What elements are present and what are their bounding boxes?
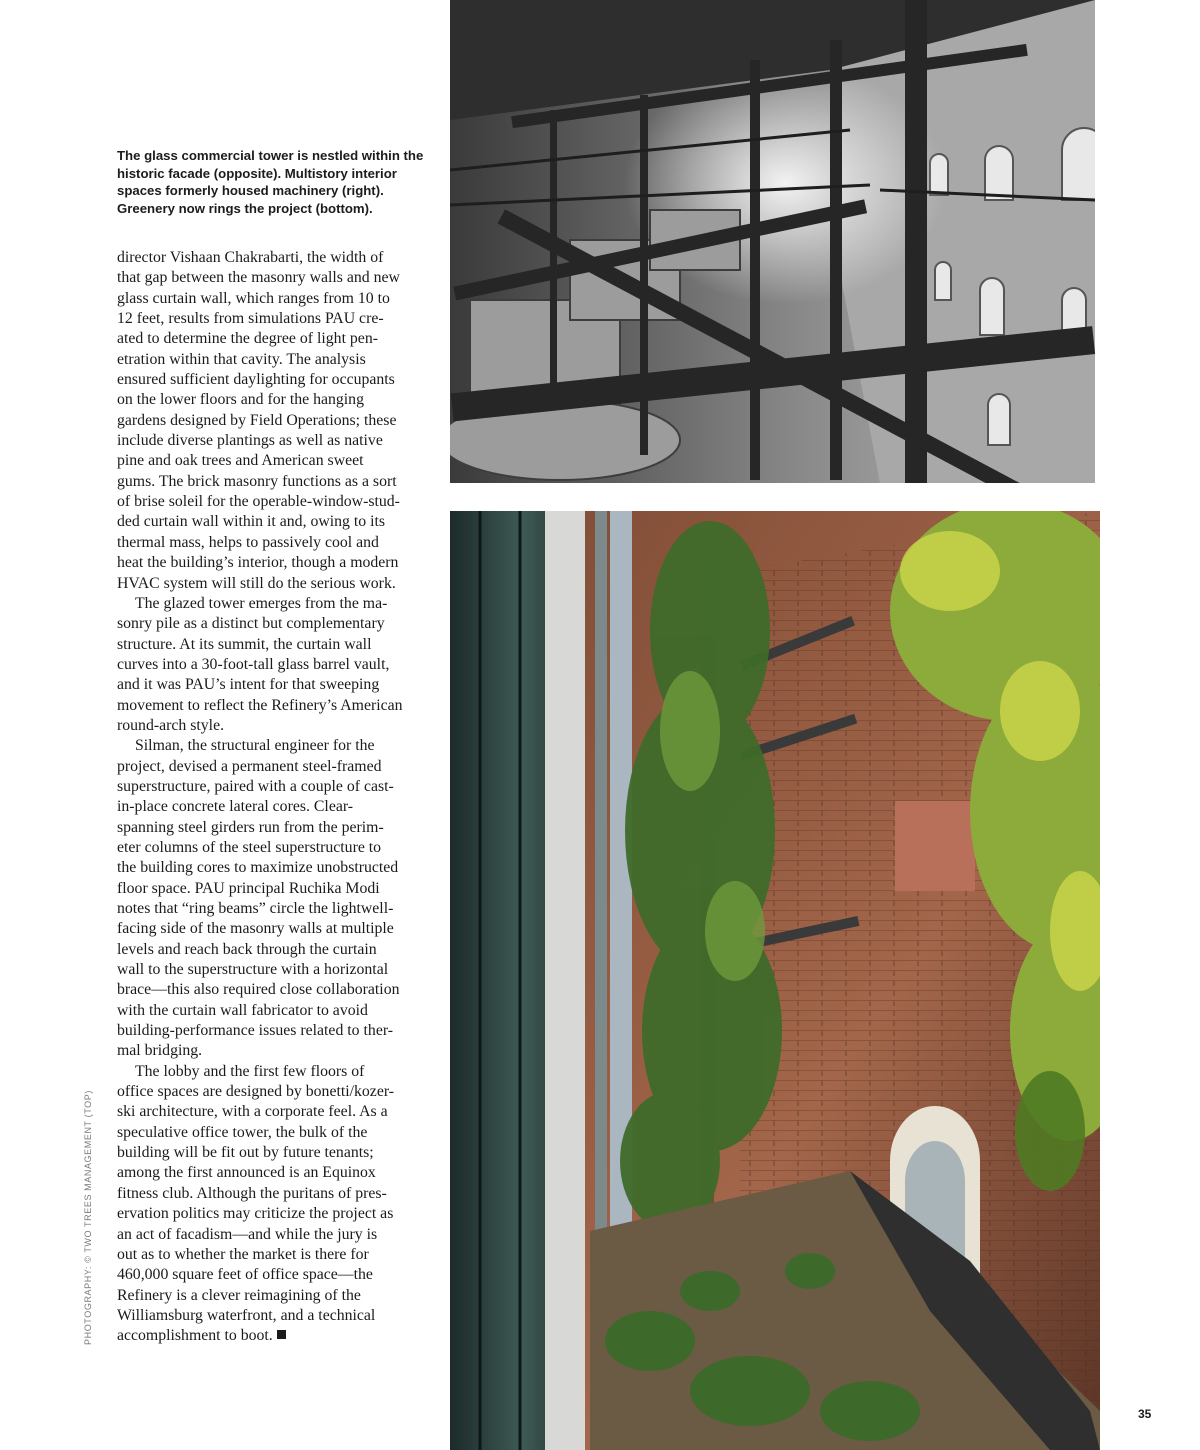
body-line: pine and oak trees and American sweet: [117, 452, 364, 470]
body-line: in-place concrete lateral cores. Clear-: [117, 798, 354, 816]
body-line: speculative office tower, the bulk of the: [117, 1123, 368, 1141]
body-line: building will be fit out by future tenants;: [117, 1144, 374, 1162]
body-line: heat the building’s interior, though a modern: [117, 554, 399, 572]
page-number: 35: [1138, 1407, 1152, 1421]
body-line: gums. The brick masonry functions as a sort: [117, 472, 397, 490]
body-line: movement to reflect the Refinery’s American: [117, 696, 403, 714]
body-line: facing side of the masonry walls at multiple: [117, 920, 394, 938]
body-line: ervation politics may criticize the project as: [117, 1205, 394, 1223]
body-line: The lobby and the first few floors of: [135, 1062, 365, 1080]
article-body: [117, 248, 427, 1347]
body-line: The glazed tower emerges from the ma-: [135, 594, 388, 612]
body-line: ated to determine the degree of light pen-: [117, 330, 378, 348]
body-line: round-arch style.: [117, 716, 225, 734]
body-line: etration within that cavity. The analysis: [117, 350, 366, 368]
body-line: and it was PAU’s intent for that sweeping: [117, 676, 380, 694]
body-line: floor space. PAU principal Ruchika Modi: [117, 879, 380, 897]
body-line: ded curtain wall within it and, owing to its: [117, 513, 386, 531]
body-line: thermal mass, helps to passively cool and: [117, 533, 379, 551]
body-line: gardens designed by Field Operations; these: [117, 411, 397, 429]
body-line: on the lower floors and for the hanging: [117, 391, 364, 409]
end-mark-icon: [277, 1330, 286, 1339]
body-line: glass curtain wall, which ranges from 10 to: [117, 289, 390, 307]
body-line: 460,000 square feet of office space—the: [117, 1266, 373, 1284]
body-line: include diverse plantings as well as native: [117, 432, 383, 450]
lightwell-garden-photo: [450, 511, 1100, 1450]
body-line: with the curtain wall fabricator to avoid: [117, 1001, 368, 1019]
body-line: HVAC system will still do the serious work.: [117, 574, 396, 592]
body-line: 12 feet, results from simulations PAU cre-: [117, 310, 384, 328]
body-line: mal bridging.: [117, 1042, 203, 1060]
body-line: director Vishaan Chakrabarti, the width of: [117, 249, 384, 266]
body-line: building-performance issues related to ther-: [117, 1022, 394, 1040]
body-line: project, devised a permanent steel-framed: [117, 757, 382, 775]
body-line: ensured sufficient daylighting for occupants: [117, 371, 395, 389]
body-line: notes that “ring beams” circle the lightwell-: [117, 900, 394, 917]
body-line: office spaces are designed by bonetti/kozer-: [117, 1083, 395, 1101]
photo-caption: The glass commercial tower is nestled within the historic facade (opposite). Multistory interior spaces formerly housed machinery (right). Greenery now rings the project (bottom).: [117, 148, 424, 216]
photo-credit: PHOTOGRAPHY: © TWO TREES MANAGEMENT (TOP): [83, 1090, 93, 1345]
body-line: brace—this also required close collaboration: [117, 981, 400, 999]
body-line: structure. At its summit, the curtain wall: [117, 635, 372, 653]
body-line: levels and reach back through the curtain: [117, 940, 377, 958]
body-line: of brise soleil for the operable-window-stud-: [117, 493, 400, 511]
body-line: among the first announced is an Equinox: [117, 1164, 376, 1182]
body-line: Silman, the structural engineer for the: [135, 737, 375, 755]
body-line: wall to the superstructure with a horizontal: [117, 961, 389, 979]
body-line: fitness club. Although the puritans of pres-: [117, 1184, 387, 1202]
body-line: ski architecture, with a corporate feel. As a: [117, 1103, 388, 1121]
body-line: an act of facadism—and while the jury is: [117, 1225, 378, 1243]
body-line: spanning steel girders run from the perim-: [117, 818, 384, 836]
body-line: out as to whether the market is there for: [117, 1245, 369, 1263]
body-line: Refinery is a clever reimagining of the: [117, 1286, 361, 1304]
body-line: accomplishment to boot.: [117, 1326, 427, 1346]
body-line: curves into a 30-foot-tall glass barrel vault,: [117, 655, 390, 673]
machinery-interior-photo: [450, 0, 1095, 483]
body-line: sonry pile as a distinct but complementary: [117, 615, 385, 633]
body-line: the building cores to maximize unobstructed: [117, 859, 399, 877]
body-line: superstructure, paired with a couple of cast-: [117, 777, 394, 795]
body-line: that gap between the masonry walls and new: [117, 269, 400, 287]
body-line: eter columns of the steel superstructure to: [117, 838, 382, 856]
body-line: Williamsburg waterfront, and a technical: [117, 1306, 376, 1324]
